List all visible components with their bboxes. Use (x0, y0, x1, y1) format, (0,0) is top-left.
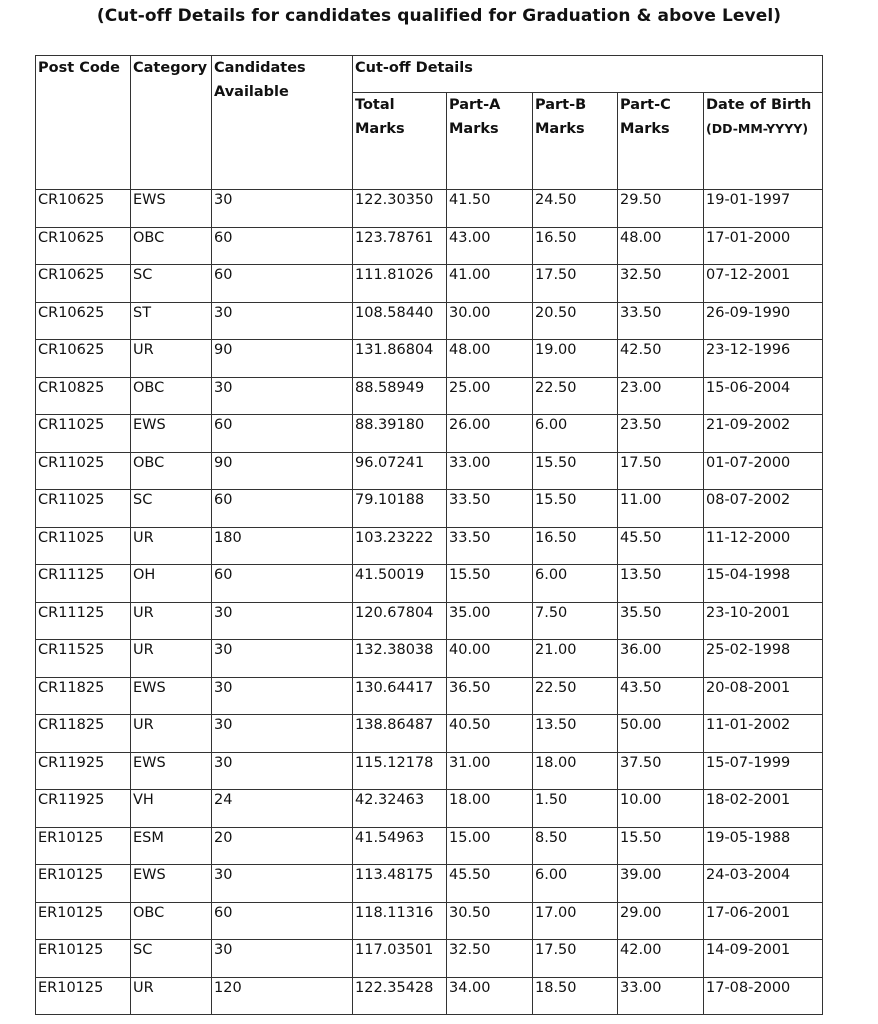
header-post-code: Post Code (36, 56, 131, 190)
table-row (36, 340, 823, 378)
cell-total-marks: 123.78761 (353, 227, 447, 265)
cell-candidates-available: 60 (212, 415, 353, 453)
cell-part-c-marks: 43.50 (618, 677, 704, 715)
table-row (36, 527, 823, 565)
cell-part-c-marks: 33.50 (618, 302, 704, 340)
cell-date-of-birth: 17-08-2000 (704, 977, 823, 1015)
cell-date-of-birth: 07-12-2001 (704, 265, 823, 303)
header-candidates-line1: Candidates (214, 60, 306, 76)
cell-post-code: ER10125 (36, 865, 131, 903)
cell-part-a-marks: 40.00 (447, 640, 533, 678)
cell-total-marks: 122.30350 (353, 190, 447, 228)
cell-candidates-available: 90 (212, 452, 353, 490)
cell-date-of-birth: 15-06-2004 (704, 377, 823, 415)
header-partc-line2: Marks (620, 121, 670, 137)
cell-post-code: ER10125 (36, 827, 131, 865)
cell-part-a-marks: 32.50 (447, 940, 533, 978)
cell-part-c-marks: 23.00 (618, 377, 704, 415)
page-title: (Cut-off Details for candidates qualified for Graduation & above Level) (96, 6, 782, 26)
cell-part-c-marks: 33.00 (618, 977, 704, 1015)
cell-candidates-available: 60 (212, 227, 353, 265)
cell-total-marks: 131.86804 (353, 340, 447, 378)
cell-date-of-birth: 17-01-2000 (704, 227, 823, 265)
table-row (36, 940, 823, 978)
cell-total-marks: 88.58949 (353, 377, 447, 415)
cutoff-table (35, 55, 823, 1015)
cell-total-marks: 120.67804 (353, 602, 447, 640)
cell-candidates-available: 30 (212, 377, 353, 415)
cell-part-c-marks: 42.50 (618, 340, 704, 378)
cell-part-a-marks: 41.50 (447, 190, 533, 228)
cell-total-marks: 132.38038 (353, 640, 447, 678)
table-row (36, 902, 823, 940)
cell-category: SC (131, 490, 212, 528)
cell-part-c-marks: 10.00 (618, 790, 704, 828)
cell-total-marks: 79.10188 (353, 490, 447, 528)
header-partc-line1: Part-C (620, 97, 671, 113)
cell-part-a-marks: 45.50 (447, 865, 533, 903)
table-row (36, 415, 823, 453)
cell-part-a-marks: 33.00 (447, 452, 533, 490)
cell-date-of-birth: 11-12-2000 (704, 527, 823, 565)
cell-total-marks: 111.81026 (353, 265, 447, 303)
cell-date-of-birth: 19-01-1997 (704, 190, 823, 228)
cell-date-of-birth: 19-05-1988 (704, 827, 823, 865)
cell-candidates-available: 120 (212, 977, 353, 1015)
cell-part-c-marks: 35.50 (618, 602, 704, 640)
cell-candidates-available: 30 (212, 640, 353, 678)
cell-date-of-birth: 01-07-2000 (704, 452, 823, 490)
cell-date-of-birth: 15-07-1999 (704, 752, 823, 790)
cell-total-marks: 108.58440 (353, 302, 447, 340)
header-part-b-marks (533, 93, 618, 190)
cell-post-code: CR10625 (36, 302, 131, 340)
cell-candidates-available: 30 (212, 752, 353, 790)
table-row (36, 715, 823, 753)
table-row (36, 190, 823, 228)
cell-part-a-marks: 36.50 (447, 677, 533, 715)
cell-part-c-marks: 29.00 (618, 902, 704, 940)
cell-part-a-marks: 25.00 (447, 377, 533, 415)
cell-part-b-marks: 18.00 (533, 752, 618, 790)
cell-candidates-available: 30 (212, 677, 353, 715)
cell-total-marks: 113.48175 (353, 865, 447, 903)
cell-part-c-marks: 29.50 (618, 190, 704, 228)
cell-date-of-birth: 20-08-2001 (704, 677, 823, 715)
cell-candidates-available: 30 (212, 940, 353, 978)
cell-part-b-marks: 18.50 (533, 977, 618, 1015)
cell-part-a-marks: 35.00 (447, 602, 533, 640)
header-candidates-line2: Available (214, 84, 289, 100)
header-partb-line1: Part-B (535, 97, 587, 113)
cell-post-code: CR10825 (36, 377, 131, 415)
cell-candidates-available: 30 (212, 715, 353, 753)
cell-date-of-birth: 11-01-2002 (704, 715, 823, 753)
header-candidates-available (212, 56, 353, 190)
cell-candidates-available: 30 (212, 602, 353, 640)
table-row (36, 827, 823, 865)
cell-part-c-marks: 13.50 (618, 565, 704, 603)
header-total-line2: Marks (355, 121, 405, 137)
cell-date-of-birth: 14-09-2001 (704, 940, 823, 978)
header-part-a-marks (447, 93, 533, 190)
header-category: Category (131, 56, 212, 190)
cell-candidates-available: 60 (212, 565, 353, 603)
table-row (36, 227, 823, 265)
cell-candidates-available: 60 (212, 265, 353, 303)
cell-part-c-marks: 23.50 (618, 415, 704, 453)
cell-part-c-marks: 11.00 (618, 490, 704, 528)
cell-part-c-marks: 42.00 (618, 940, 704, 978)
cell-part-b-marks: 22.50 (533, 677, 618, 715)
table-row (36, 602, 823, 640)
cell-post-code: CR10625 (36, 190, 131, 228)
cell-category: OBC (131, 452, 212, 490)
cell-category: OBC (131, 902, 212, 940)
cell-total-marks: 96.07241 (353, 452, 447, 490)
cell-post-code: CR11825 (36, 677, 131, 715)
cell-part-b-marks: 8.50 (533, 827, 618, 865)
cell-post-code: CR11925 (36, 790, 131, 828)
cell-part-c-marks: 45.50 (618, 527, 704, 565)
cell-candidates-available: 20 (212, 827, 353, 865)
cell-post-code: ER10125 (36, 940, 131, 978)
cell-post-code: CR11825 (36, 715, 131, 753)
cell-part-a-marks: 34.00 (447, 977, 533, 1015)
cell-part-b-marks: 15.50 (533, 452, 618, 490)
cell-date-of-birth: 17-06-2001 (704, 902, 823, 940)
header-total-line1: Total (355, 97, 395, 113)
table-row (36, 865, 823, 903)
cell-post-code: CR11025 (36, 415, 131, 453)
cell-part-c-marks: 15.50 (618, 827, 704, 865)
cell-total-marks: 42.32463 (353, 790, 447, 828)
cell-total-marks: 115.12178 (353, 752, 447, 790)
cell-date-of-birth: 18-02-2001 (704, 790, 823, 828)
cell-category: ESM (131, 827, 212, 865)
header-dob-format: (DD-MM-YYYY) (706, 121, 809, 136)
cell-part-c-marks: 39.00 (618, 865, 704, 903)
cell-part-b-marks: 17.50 (533, 940, 618, 978)
table-row (36, 377, 823, 415)
cell-part-c-marks: 17.50 (618, 452, 704, 490)
cell-part-a-marks: 43.00 (447, 227, 533, 265)
cell-part-c-marks: 37.50 (618, 752, 704, 790)
cell-part-b-marks: 20.50 (533, 302, 618, 340)
cell-part-b-marks: 19.00 (533, 340, 618, 378)
cell-category: EWS (131, 865, 212, 903)
cell-post-code: CR11125 (36, 602, 131, 640)
cell-post-code: CR11925 (36, 752, 131, 790)
cell-category: ST (131, 302, 212, 340)
cell-part-b-marks: 17.00 (533, 902, 618, 940)
cell-post-code: CR11125 (36, 565, 131, 603)
cell-part-b-marks: 13.50 (533, 715, 618, 753)
cell-date-of-birth: 15-04-1998 (704, 565, 823, 603)
cell-part-b-marks: 1.50 (533, 790, 618, 828)
cell-total-marks: 103.23222 (353, 527, 447, 565)
cell-category: SC (131, 940, 212, 978)
cell-part-b-marks: 7.50 (533, 602, 618, 640)
header-part-c-marks (618, 93, 704, 190)
cell-total-marks: 117.03501 (353, 940, 447, 978)
cell-post-code: ER10125 (36, 902, 131, 940)
table-row (36, 977, 823, 1015)
cell-date-of-birth: 23-12-1996 (704, 340, 823, 378)
table-row (36, 677, 823, 715)
table-row (36, 790, 823, 828)
cell-category: UR (131, 715, 212, 753)
cell-part-c-marks: 48.00 (618, 227, 704, 265)
cell-category: EWS (131, 415, 212, 453)
header-total-marks (353, 93, 447, 190)
header-parta-line2: Marks (449, 121, 499, 137)
cell-post-code: CR11025 (36, 452, 131, 490)
cell-date-of-birth: 23-10-2001 (704, 602, 823, 640)
cell-date-of-birth: 21-09-2002 (704, 415, 823, 453)
cell-post-code: CR11525 (36, 640, 131, 678)
cell-category: OH (131, 565, 212, 603)
cell-post-code: CR11025 (36, 490, 131, 528)
cell-part-b-marks: 15.50 (533, 490, 618, 528)
table-row (36, 452, 823, 490)
header-parta-line1: Part-A (449, 97, 501, 113)
cell-part-c-marks: 36.00 (618, 640, 704, 678)
cell-candidates-available: 90 (212, 340, 353, 378)
cell-date-of-birth: 26-09-1990 (704, 302, 823, 340)
cell-part-b-marks: 24.50 (533, 190, 618, 228)
cell-candidates-available: 180 (212, 527, 353, 565)
cell-part-b-marks: 6.00 (533, 565, 618, 603)
cell-total-marks: 122.35428 (353, 977, 447, 1015)
cell-category: UR (131, 527, 212, 565)
cell-category: EWS (131, 752, 212, 790)
header-date-of-birth (704, 93, 823, 190)
header-cutoff-details: Cut-off Details (353, 56, 823, 93)
cell-category: OBC (131, 377, 212, 415)
cell-part-b-marks: 22.50 (533, 377, 618, 415)
table-row (36, 490, 823, 528)
cell-post-code: ER10125 (36, 977, 131, 1015)
table-row (36, 265, 823, 303)
cell-total-marks: 88.39180 (353, 415, 447, 453)
table-header (36, 56, 823, 190)
cell-part-b-marks: 16.50 (533, 527, 618, 565)
cell-post-code: CR11025 (36, 527, 131, 565)
cell-category: UR (131, 340, 212, 378)
cell-category: UR (131, 602, 212, 640)
cell-candidates-available: 30 (212, 865, 353, 903)
table-row (36, 640, 823, 678)
cell-category: EWS (131, 677, 212, 715)
cell-part-a-marks: 26.00 (447, 415, 533, 453)
cell-candidates-available: 24 (212, 790, 353, 828)
cell-part-b-marks: 17.50 (533, 265, 618, 303)
cell-total-marks: 41.50019 (353, 565, 447, 603)
header-partb-line2: Marks (535, 121, 585, 137)
table-body (36, 190, 823, 1015)
cell-part-b-marks: 6.00 (533, 865, 618, 903)
cell-part-a-marks: 33.50 (447, 490, 533, 528)
cell-category: OBC (131, 227, 212, 265)
cell-candidates-available: 30 (212, 190, 353, 228)
cell-part-b-marks: 6.00 (533, 415, 618, 453)
cell-part-a-marks: 48.00 (447, 340, 533, 378)
cell-total-marks: 41.54963 (353, 827, 447, 865)
cell-total-marks: 118.11316 (353, 902, 447, 940)
cell-total-marks: 130.64417 (353, 677, 447, 715)
cell-category: UR (131, 640, 212, 678)
cell-post-code: CR10625 (36, 227, 131, 265)
cell-category: VH (131, 790, 212, 828)
cell-date-of-birth: 08-07-2002 (704, 490, 823, 528)
cell-part-a-marks: 30.00 (447, 302, 533, 340)
header-dob-line1: Date of Birth (706, 97, 812, 113)
cell-part-a-marks: 15.50 (447, 565, 533, 603)
cell-candidates-available: 60 (212, 490, 353, 528)
cell-part-c-marks: 32.50 (618, 265, 704, 303)
cell-part-a-marks: 30.50 (447, 902, 533, 940)
cell-candidates-available: 30 (212, 302, 353, 340)
cell-part-a-marks: 18.00 (447, 790, 533, 828)
cell-part-b-marks: 16.50 (533, 227, 618, 265)
cell-post-code: CR10625 (36, 340, 131, 378)
cell-part-c-marks: 50.00 (618, 715, 704, 753)
table-row (36, 565, 823, 603)
cell-candidates-available: 60 (212, 902, 353, 940)
cell-total-marks: 138.86487 (353, 715, 447, 753)
cell-post-code: CR10625 (36, 265, 131, 303)
cell-category: UR (131, 977, 212, 1015)
cell-part-a-marks: 41.00 (447, 265, 533, 303)
cell-part-a-marks: 31.00 (447, 752, 533, 790)
cell-part-a-marks: 15.00 (447, 827, 533, 865)
cell-part-a-marks: 40.50 (447, 715, 533, 753)
table-row (36, 302, 823, 340)
cell-part-a-marks: 33.50 (447, 527, 533, 565)
cell-category: EWS (131, 190, 212, 228)
table-row (36, 752, 823, 790)
cell-part-b-marks: 21.00 (533, 640, 618, 678)
cell-date-of-birth: 25-02-1998 (704, 640, 823, 678)
cell-date-of-birth: 24-03-2004 (704, 865, 823, 903)
cell-category: SC (131, 265, 212, 303)
